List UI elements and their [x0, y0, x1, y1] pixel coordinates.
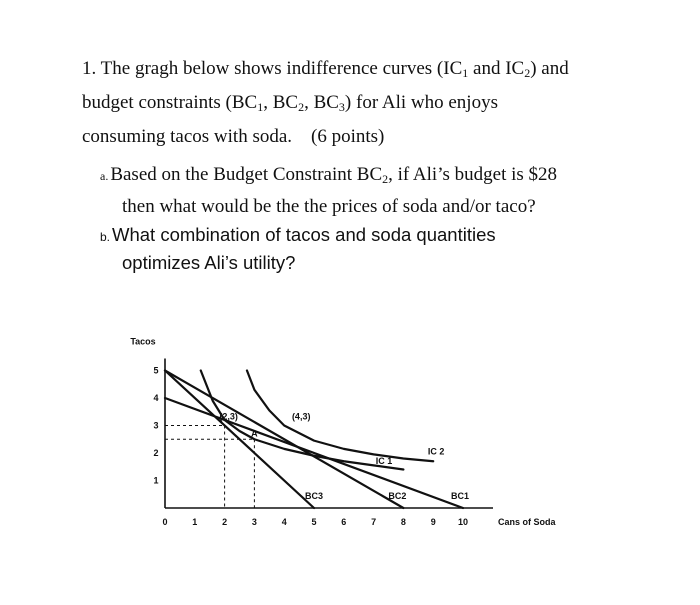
y-tick-label-1: 2: [153, 448, 159, 458]
part-b-marker: b.: [100, 230, 111, 244]
x-tick-label-0: 0: [162, 517, 168, 527]
part-a-marker: a.: [100, 169, 109, 183]
part-a: a. Based on the Budget Constraint $BC_2$, if Ali’s budget is $28 then what would be the the prices of soda and/or taco?: [100, 164, 558, 217]
y-tick-label-2: 3: [153, 420, 159, 431]
x-tick-label-7: 7: [371, 517, 377, 527]
y-tick-label-3: 4: [153, 393, 159, 403]
x-tick-label-4: 4: [281, 517, 287, 527]
x-tick-label-10: 10: [457, 517, 469, 527]
annotation-0: (2,3): [219, 411, 238, 422]
series-label-ic1: IC 1: [375, 456, 393, 466]
question-number: 1.: [82, 58, 97, 79]
series-ic2: [247, 371, 433, 462]
question-line-2: budget constraints ($BC_1$, $BC_2$, $BC_3$) for Ali who enjoys: [82, 92, 498, 114]
question-line-3: consuming tacos with soda. (6 points): [82, 126, 385, 147]
y-axis-label: Tacos: [130, 336, 156, 347]
series-label-ic2: IC 2: [427, 446, 445, 457]
x-tick-label-9: 9: [430, 517, 436, 527]
x-tick-label-6: 6: [341, 517, 347, 527]
question-line-1: 1. The gragh below shows indifference curves ($IC_1$ and $IC_2$) and: [82, 58, 569, 80]
series-label-bc2: BC2: [388, 491, 407, 502]
x-tick-label-8: 8: [400, 517, 406, 527]
part-b: b. What combination of tacos and soda quantities optimizes Ali’s utility?: [100, 224, 496, 273]
annotation-2: (4,3): [291, 411, 311, 422]
annotation-1: A: [251, 428, 258, 439]
x-axis-label: Cans of Soda: [498, 517, 556, 527]
y-tick-label-0: 1: [153, 475, 159, 486]
y-tick-label-4: 5: [153, 365, 159, 376]
series-bc3: [165, 371, 314, 509]
x-tick-label-5: 5: [311, 517, 317, 527]
series-label-bc3: BC3: [304, 491, 324, 502]
points-label: (6 points): [311, 126, 385, 147]
x-tick-label-3: 3: [251, 517, 257, 527]
series-bc2: [165, 371, 403, 509]
series-label-bc1: BC1: [451, 491, 470, 502]
x-tick-label-2: 2: [222, 517, 228, 527]
x-tick-label-1: 1: [192, 517, 198, 527]
